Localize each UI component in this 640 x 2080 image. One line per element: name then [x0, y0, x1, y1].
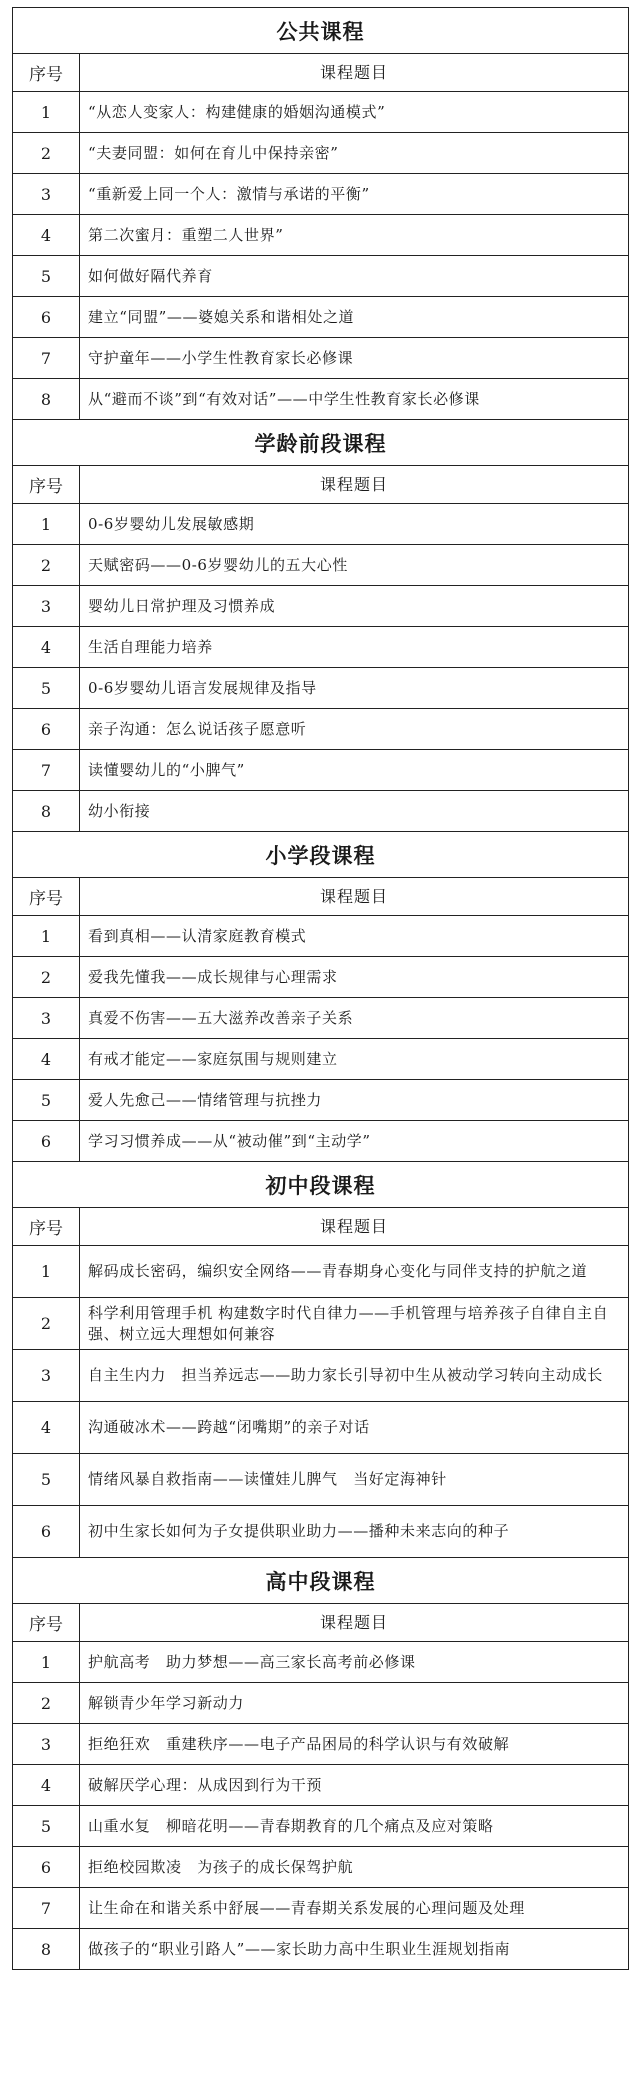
section-title: 高中段课程	[265, 1569, 376, 1594]
course-row	[13, 1080, 628, 1121]
course-row	[13, 709, 628, 750]
course-topic: “从恋人变家人：构建健康的婚姻沟通模式”	[88, 102, 386, 121]
course-topic: 亲子沟通：怎么说话孩子愿意听	[88, 719, 307, 738]
course-number: 1	[13, 1642, 80, 1682]
course-number: 1	[13, 92, 80, 132]
course-number: 6	[13, 1121, 80, 1161]
course-number: 5	[13, 256, 80, 296]
course-number: 4	[13, 1039, 80, 1079]
course-row	[13, 174, 628, 215]
course-row	[13, 1806, 628, 1847]
course-number: 2	[13, 957, 80, 997]
course-row	[13, 256, 628, 297]
course-row	[13, 1888, 628, 1929]
course-row	[13, 998, 628, 1039]
course-topic: 爱我先懂我——成长规律与心理需求	[88, 967, 338, 986]
section-title: 学龄前段课程	[254, 431, 387, 456]
column-header-number: 序号	[13, 1604, 80, 1641]
course-number: 4	[13, 1402, 80, 1453]
column-header-topic: 课程题目	[319, 63, 388, 82]
course-row	[13, 92, 628, 133]
course-number: 8	[13, 791, 80, 831]
course-number: 7	[13, 750, 80, 790]
course-number: 7	[13, 338, 80, 378]
section-title: 初中段课程	[265, 1173, 376, 1198]
course-topic: 解锁青少年学习新动力	[88, 1693, 245, 1712]
course-row	[13, 668, 628, 709]
course-row	[13, 1724, 628, 1765]
course-topic: 爱人先愈己——情绪管理与抗挫力	[88, 1090, 323, 1109]
course-row	[13, 545, 628, 586]
course-topic: “夫妻同盟：如何在育儿中保持亲密”	[88, 143, 339, 162]
course-topic: 第二次蜜月：重塑二人世界”	[88, 225, 284, 244]
course-topic: 科学利用管理手机 构建数字时代自律力——手机管理与培养孩子自律自主自强、树立远大理想如何兼容	[88, 1303, 609, 1343]
course-topic: 建立“同盟”——婆媳关系和谐相处之道	[88, 307, 355, 326]
section-title: 小学段课程	[265, 843, 376, 868]
course-topic: 有戒才能定——家庭氛围与规则建立	[88, 1049, 338, 1068]
course-number: 5	[13, 1080, 80, 1120]
section-title-row	[13, 832, 628, 878]
course-number: 5	[13, 668, 80, 708]
course-number: 4	[13, 627, 80, 667]
course-table	[12, 7, 629, 1970]
course-row	[13, 1929, 628, 1970]
course-topic: 护航高考 助力梦想——高三家长高考前必修课	[88, 1652, 416, 1671]
course-topic: 读懂婴幼儿的“小脾气”	[88, 760, 245, 779]
course-number: 5	[13, 1454, 80, 1505]
course-topic: 沟通破冰术——跨越“闭嘴期”的亲子对话	[88, 1418, 370, 1436]
course-number: 5	[13, 1806, 80, 1846]
course-topic: 初中生家长如何为子女提供职业助力——播种未来志向的种子	[88, 1522, 510, 1540]
course-number: 3	[13, 174, 80, 214]
course-row	[13, 1765, 628, 1806]
section-title: 公共课程	[276, 19, 365, 44]
column-header-row	[13, 54, 628, 92]
column-header-topic: 课程题目	[319, 475, 388, 494]
course-number: 4	[13, 1765, 80, 1805]
column-header-number: 序号	[13, 878, 80, 915]
course-topic: 0-6岁婴幼儿语言发展规律及指导	[88, 678, 317, 697]
course-number: 2	[13, 1683, 80, 1723]
course-row	[13, 1039, 628, 1080]
course-row	[13, 1246, 628, 1298]
course-topic: 幼小衔接	[88, 801, 151, 820]
course-number: 3	[13, 586, 80, 626]
course-row	[13, 1454, 628, 1506]
course-topic: 如何做好隔代养育	[88, 266, 213, 285]
course-row	[13, 215, 628, 256]
course-topic: 解码成长密码，编织安全网络——青春期身心变化与同伴支持的护航之道	[88, 1262, 588, 1280]
column-header-row	[13, 1604, 628, 1642]
course-row	[13, 1642, 628, 1683]
column-header-row	[13, 1208, 628, 1246]
course-number: 1	[13, 1246, 80, 1297]
course-row	[13, 1847, 628, 1888]
course-row	[13, 586, 628, 627]
course-row	[13, 1350, 628, 1402]
course-number: 3	[13, 1350, 80, 1401]
course-number: 4	[13, 215, 80, 255]
course-topic: 自主生内力 担当养远志——助力家长引导初中生从被动学习转向主动成长	[88, 1366, 603, 1384]
course-topic: 让生命在和谐关系中舒展——青春期关系发展的心理问题及处理	[88, 1898, 525, 1917]
column-header-row	[13, 878, 628, 916]
course-row	[13, 1298, 628, 1350]
course-topic: 做孩子的“职业引路人”——家长助力高中生职业生涯规划指南	[88, 1939, 511, 1958]
course-number: 6	[13, 1506, 80, 1557]
course-topic: 守护童年——小学生性教育家长必修课	[88, 348, 354, 367]
column-header-number: 序号	[13, 466, 80, 503]
course-number: 1	[13, 504, 80, 544]
column-header-number: 序号	[13, 54, 80, 91]
course-topic: 从“避而不谈”到“有效对话”——中学生性教育家长必修课	[88, 389, 480, 408]
section-title-row	[13, 1558, 628, 1604]
course-number: 8	[13, 379, 80, 419]
course-number: 2	[13, 133, 80, 173]
column-header-topic: 课程题目	[319, 1217, 388, 1236]
course-topic: “重新爱上同一个人：激情与承诺的平衡”	[88, 184, 370, 203]
course-topic: 真爱不伤害——五大滋养改善亲子关系	[88, 1008, 354, 1027]
column-header-topic: 课程题目	[319, 1613, 388, 1632]
course-topic: 学习习惯养成——从“被动催”到“主动学”	[88, 1131, 371, 1150]
course-row	[13, 1121, 628, 1162]
column-header-number: 序号	[13, 1208, 80, 1245]
course-number: 3	[13, 1724, 80, 1764]
course-row	[13, 627, 628, 668]
course-topic: 生活自理能力培养	[88, 637, 213, 656]
section-title-row	[13, 420, 628, 466]
course-topic: 拒绝校园欺凌 为孩子的成长保驾护航	[88, 1857, 354, 1876]
course-topic: 山重水复 柳暗花明——青春期教育的几个痛点及应对策略	[88, 1816, 494, 1835]
course-number: 1	[13, 916, 80, 956]
section-title-row	[13, 8, 628, 54]
course-number: 2	[13, 545, 80, 585]
course-row	[13, 1506, 628, 1558]
course-row	[13, 338, 628, 379]
course-topic: 拒绝狂欢 重建秩序——电子产品困局的科学认识与有效破解	[88, 1734, 510, 1753]
course-row	[13, 133, 628, 174]
column-header-topic: 课程题目	[319, 887, 388, 906]
course-topic: 婴幼儿日常护理及习惯养成	[88, 596, 276, 615]
course-row	[13, 1402, 628, 1454]
course-topic: 天赋密码——0-6岁婴幼儿的五大心性	[88, 555, 348, 574]
section-title-row	[13, 1162, 628, 1208]
course-topic: 破解厌学心理：从成因到行为干预	[88, 1775, 323, 1794]
course-topic: 看到真相——认清家庭教育模式	[88, 926, 307, 945]
course-row	[13, 916, 628, 957]
course-row	[13, 1683, 628, 1724]
course-number: 6	[13, 1847, 80, 1887]
course-number: 8	[13, 1929, 80, 1969]
course-number: 2	[13, 1298, 80, 1349]
course-number: 6	[13, 297, 80, 337]
course-topic: 0-6岁婴幼儿发展敏感期	[88, 514, 255, 533]
course-row	[13, 297, 628, 338]
course-row	[13, 957, 628, 998]
course-row	[13, 379, 628, 420]
course-topic: 情绪风暴自救指南——读懂娃儿脾气 当好定海神针	[88, 1470, 447, 1488]
course-row	[13, 750, 628, 791]
column-header-row	[13, 466, 628, 504]
course-number: 3	[13, 998, 80, 1038]
course-number: 7	[13, 1888, 80, 1928]
course-row	[13, 504, 628, 545]
course-number: 6	[13, 709, 80, 749]
course-row	[13, 791, 628, 832]
